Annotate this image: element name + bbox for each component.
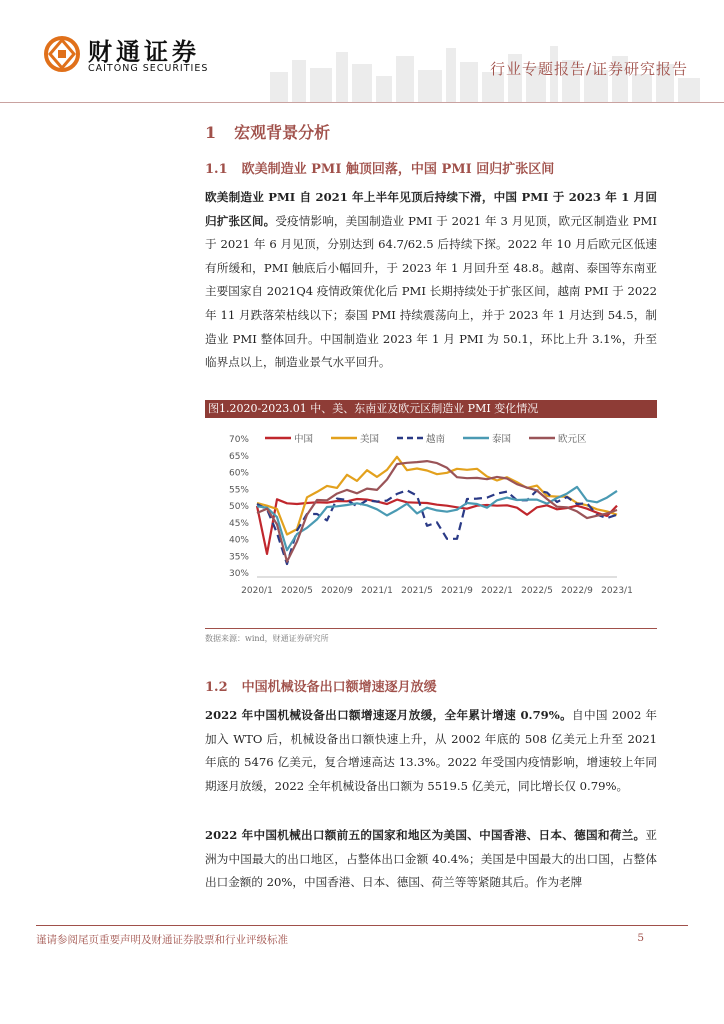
y-tick-label: 50% — [228, 502, 249, 512]
y-tick-label: 35% — [228, 552, 249, 563]
y-tick-label: 60% — [228, 468, 249, 479]
logo-name-cn: 财通证券 — [88, 38, 200, 66]
series-line-越南 — [257, 490, 617, 564]
paragraph-body: 亚洲为中国最大的出口地区，占整体出口金额 40.4%；美国是中国最大的出口国，占整体出口金额的 20%，中国香港、日本、德国、荷兰等等紧随其后。作为老牌 — [205, 828, 657, 890]
x-tick-label: 2022/5 — [521, 586, 553, 596]
paragraph-body: 受疫情影响，美国制造业 PMI 于 2021 年 3 月见顶，欧元区制造业 PMI 于 2021 年 6 月见顶，分别达到 64.7/62.5 后持续下探。2022 年 10 月后欧元区低速有所缓和，PMI 触底后小幅回升，于 2023 年 1 月回升至 48.8。越南、泰国等东南亚主要国家自 2021Q4 疫情政策优化后 PMI 长期持续处于扩张区间，越南 PMI 于 2022 年 11 月跌落荣枯线以下；泰国 PMI 持续震荡向上，并于 2023 年 1 月达到 54.5，制造业 PMI 整体回升。中国制造业 2023 年 1 月 PMI 为 50.1，环比上升 3.1%，升至临界点以上，制造业景气水平回升。 — [205, 213, 657, 370]
subsection-title: 中国机械设备出口额增速逐月放缓 — [241, 680, 437, 695]
caitong-logo-icon — [44, 36, 80, 72]
x-tick-label: 2022/1 — [481, 586, 513, 596]
x-tick-label: 2020/1 — [241, 586, 273, 596]
header-divider — [0, 102, 724, 103]
page-number: 5 — [637, 932, 644, 944]
x-tick-label: 2020/9 — [321, 586, 353, 596]
y-tick-label: 65% — [228, 451, 249, 462]
paragraph-body: 自中国 2002 年加入 WTO 后，机械设备出口额快速上升，从 2002 年底的 508 亿美元上升至 2021 年底的 5476 亿美元，复合增速高达 13.3%。2022 年受国内疫情影响，增速较上年同期逐月放缓，2022 全年机械设备出口额为 5519.5 亿美元，同比增长仅 0.79%。 — [205, 708, 657, 793]
paragraph-export-destinations — [205, 824, 657, 895]
figure-source: 数据来源：wind，财通证券研究所 — [205, 634, 329, 643]
section-heading — [205, 120, 330, 143]
paragraph-export-growth — [205, 704, 657, 798]
x-tick-label: 2021/1 — [361, 586, 393, 596]
legend-label: 美国 — [360, 434, 380, 445]
paragraph-lead: 2022 年中国机械设备出口额增速逐月放缓，全年累计增速 0.79%。 — [205, 708, 573, 722]
y-tick-label: 70% — [228, 435, 249, 445]
figure-title — [205, 400, 657, 418]
pmi-line-chart — [205, 424, 657, 629]
series-line-泰国 — [257, 487, 617, 550]
legend-label: 越南 — [426, 434, 446, 445]
paragraph-lead: 欧美制造业 PMI 自 2021 年上半年见顶后持续下滑，中国 PMI 于 2023 年 1 月回归扩张区间。 — [205, 190, 657, 228]
y-tick-label: 40% — [228, 535, 249, 546]
paragraph-pmi — [205, 186, 657, 375]
y-tick-label: 30% — [228, 569, 249, 579]
disclaimer-note: 谨请参阅尾页重要声明及财通证券股票和行业评级标准 — [36, 934, 288, 946]
legend-label: 欧元区 — [558, 434, 587, 445]
section-number: 1 — [205, 123, 217, 142]
subsection-number: 1.2 — [205, 680, 228, 695]
figure-title-text: 图1.2020-2023.01 中、美、东南亚及欧元区制造业 PMI 变化情况 — [208, 402, 539, 415]
report-type-label: 行业专题报告/证券研究报告 — [489, 60, 688, 78]
subsection-heading-1-1 — [205, 158, 554, 177]
subsection-title: 欧美制造业 PMI 触顶回落，中国 PMI 回归扩张区间 — [241, 162, 555, 177]
y-tick-label: 45% — [228, 518, 249, 529]
paragraph-lead: 2022 年中国机械出口额前五的国家和地区为美国、中国香港、日本、德国和荷兰。 — [205, 828, 646, 842]
y-tick-label: 55% — [228, 485, 249, 496]
logo-name-en: CAITONG SECURITIES — [88, 63, 209, 74]
section-title: 宏观背景分析 — [234, 123, 331, 142]
footer-divider — [36, 925, 688, 926]
subsection-heading-1-2 — [205, 676, 437, 695]
x-tick-label: 2022/9 — [561, 586, 593, 596]
source-divider — [205, 628, 657, 629]
subsection-number: 1.1 — [205, 162, 228, 177]
legend-label: 泰国 — [492, 434, 512, 445]
x-tick-label: 2023/1 — [601, 586, 633, 596]
x-tick-label: 2021/9 — [441, 586, 473, 596]
x-tick-label: 2021/5 — [401, 586, 433, 596]
legend-label: 中国 — [294, 434, 314, 445]
x-tick-label: 2020/5 — [281, 586, 313, 596]
page-header — [0, 0, 724, 104]
